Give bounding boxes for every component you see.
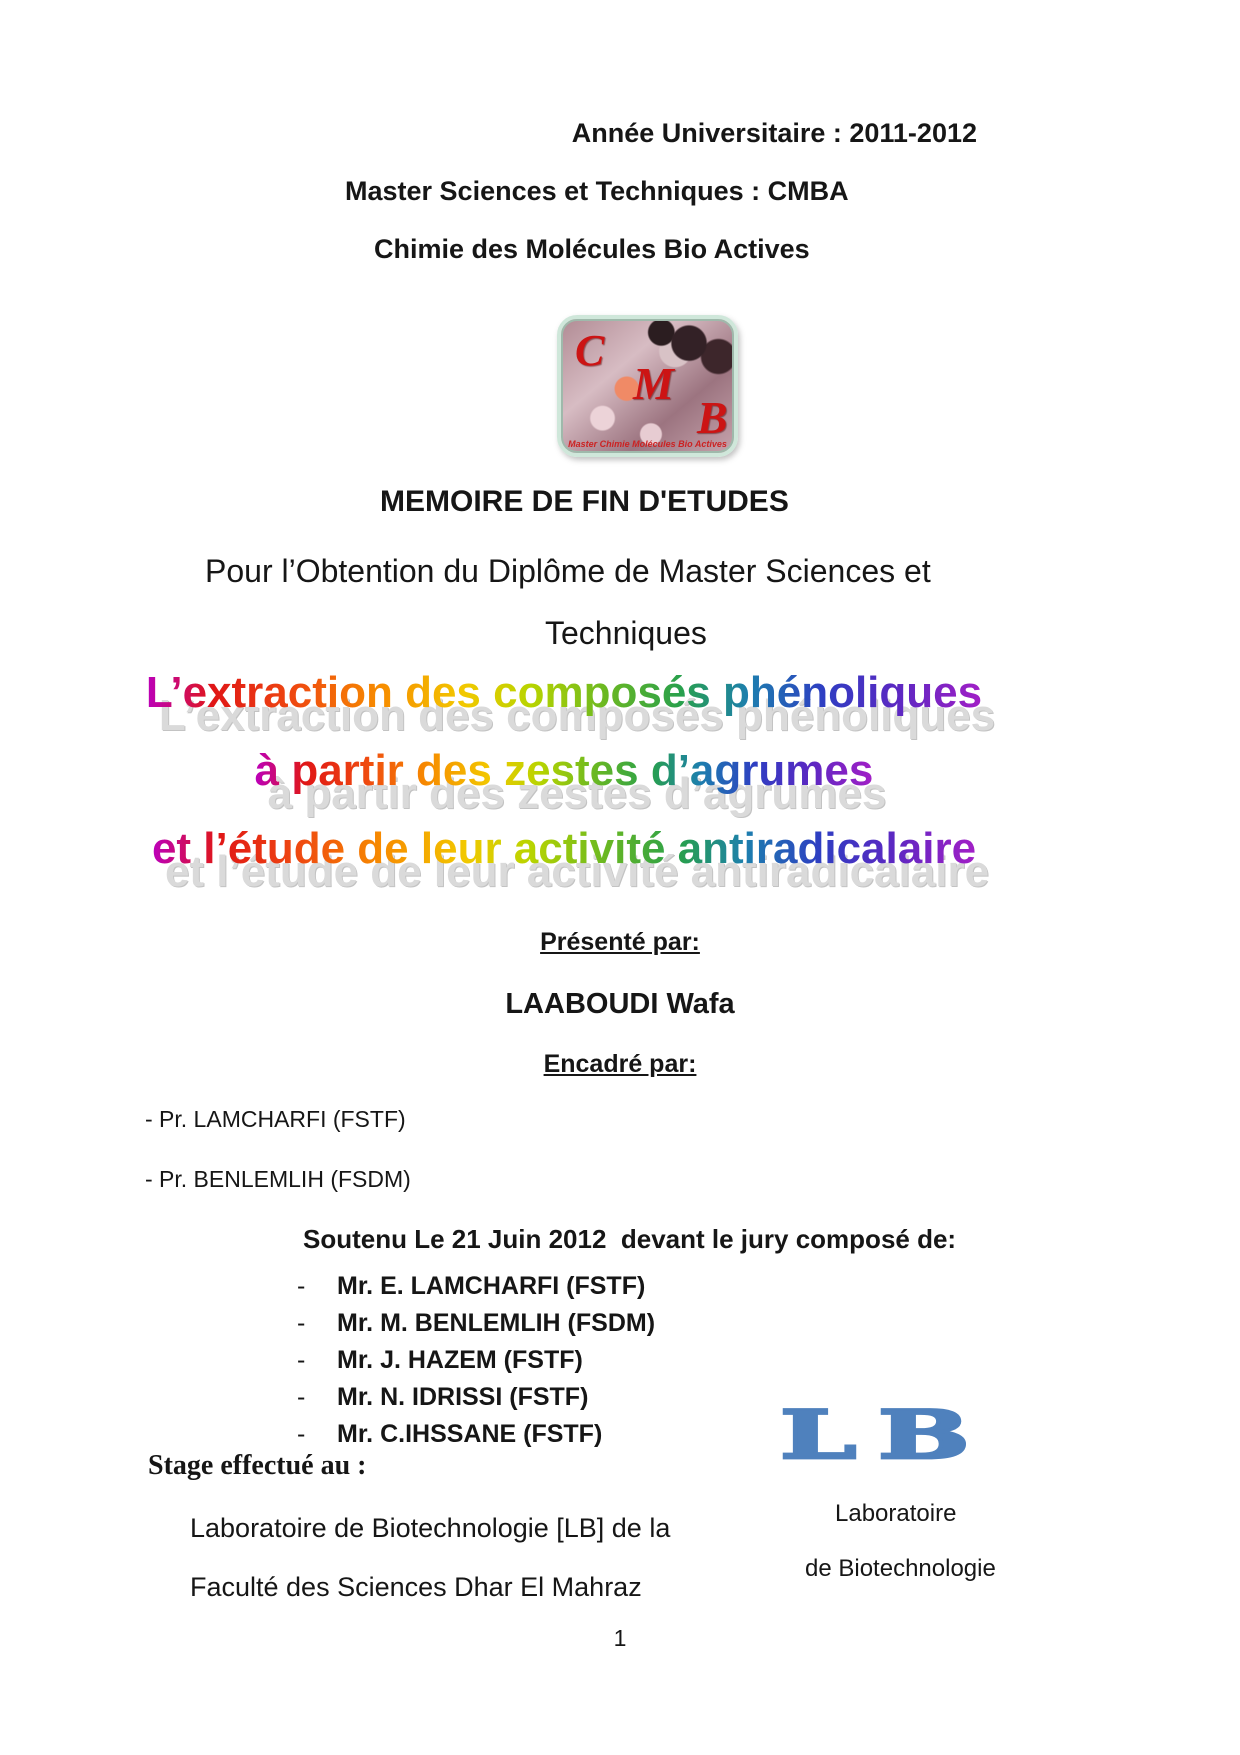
document-type-heading: MEMOIRE DE FIN D'ETUDES — [380, 485, 789, 518]
cmb-logo — [557, 315, 738, 457]
defense-heading: Soutenu Le 21 Juin 2012 devant le jury composé de: — [303, 1224, 957, 1254]
thesis-title-line-3 — [0, 824, 1184, 874]
thesis-title-line-1-text: L’extraction des composés phénoliques — [145, 668, 983, 717]
cmb-logo-letter-b: B — [697, 392, 728, 443]
list-dash: - — [297, 1309, 306, 1337]
specialty-title: Chimie des Molécules Bio Actives — [374, 234, 810, 264]
thesis-title-line-1 — [0, 668, 1184, 718]
cmb-logo-caption: Master Chimie Molécules Bio Actives — [568, 439, 727, 449]
list-dash: - — [297, 1346, 306, 1374]
academic-year: Année Universitaire : 2011-2012 — [571, 118, 977, 148]
lb-logo-name-line-2: de Biotechnologie — [805, 1555, 996, 1582]
lb-logo: LB — [780, 1395, 992, 1475]
supervisor-2: - Pr. BENLEMLIH (FSDM) — [145, 1166, 411, 1192]
jury-list — [297, 1272, 655, 1457]
jury-member-name: Mr. E. LAMCHARFI (FSTF) — [337, 1272, 646, 1300]
page-number: 1 — [613, 1625, 627, 1651]
internship-place-line-1: Laboratoire de Biotechnologie [LB] de la — [190, 1513, 671, 1543]
internship-place-line-2: Faculté des Sciences Dhar El Mahraz — [190, 1572, 642, 1602]
supervisor-1: - Pr. LAMCHARFI (FSTF) — [145, 1106, 406, 1132]
jury-member-name: Mr. N. IDRISSI (FSTF) — [337, 1383, 589, 1411]
cmb-logo-letter-c: C — [575, 326, 605, 375]
lb-logo-name-line-1: Laboratoire — [835, 1500, 957, 1527]
jury-member-row — [297, 1272, 655, 1309]
purpose-line-2: Techniques — [545, 615, 707, 651]
list-dash: - — [297, 1383, 306, 1411]
jury-member-name: Mr. C.IHSSANE (FSTF) — [337, 1420, 603, 1448]
jury-member-row — [297, 1346, 655, 1383]
program-title: Master Sciences et Techniques : CMBA — [345, 176, 849, 206]
thesis-title-line-3-text: et l’étude de leur activité antiradicalaire — [151, 824, 977, 873]
thesis-title-line-2-text: à partir des zestes d’agrumes — [254, 746, 874, 795]
list-dash: - — [297, 1272, 306, 1300]
internship-label: Stage effectué au : — [148, 1450, 367, 1481]
thesis-title-line-2 — [0, 746, 1184, 796]
jury-member-name: Mr. J. HAZEM (FSTF) — [337, 1346, 583, 1374]
purpose-line-1: Pour l’Obtention du Diplôme de Master Sciences et — [205, 553, 931, 589]
author-name: LAABOUDI Wafa — [505, 988, 735, 1020]
jury-member-row — [297, 1383, 655, 1420]
presented-by-label: Présenté par: — [540, 928, 700, 956]
list-dash: - — [297, 1420, 306, 1448]
supervised-by-label: Encadré par: — [543, 1050, 697, 1078]
cmb-logo-letter-m: M — [633, 358, 674, 409]
jury-member-row — [297, 1309, 655, 1346]
jury-member-name: Mr. M. BENLEMLIH (FSDM) — [337, 1309, 656, 1337]
